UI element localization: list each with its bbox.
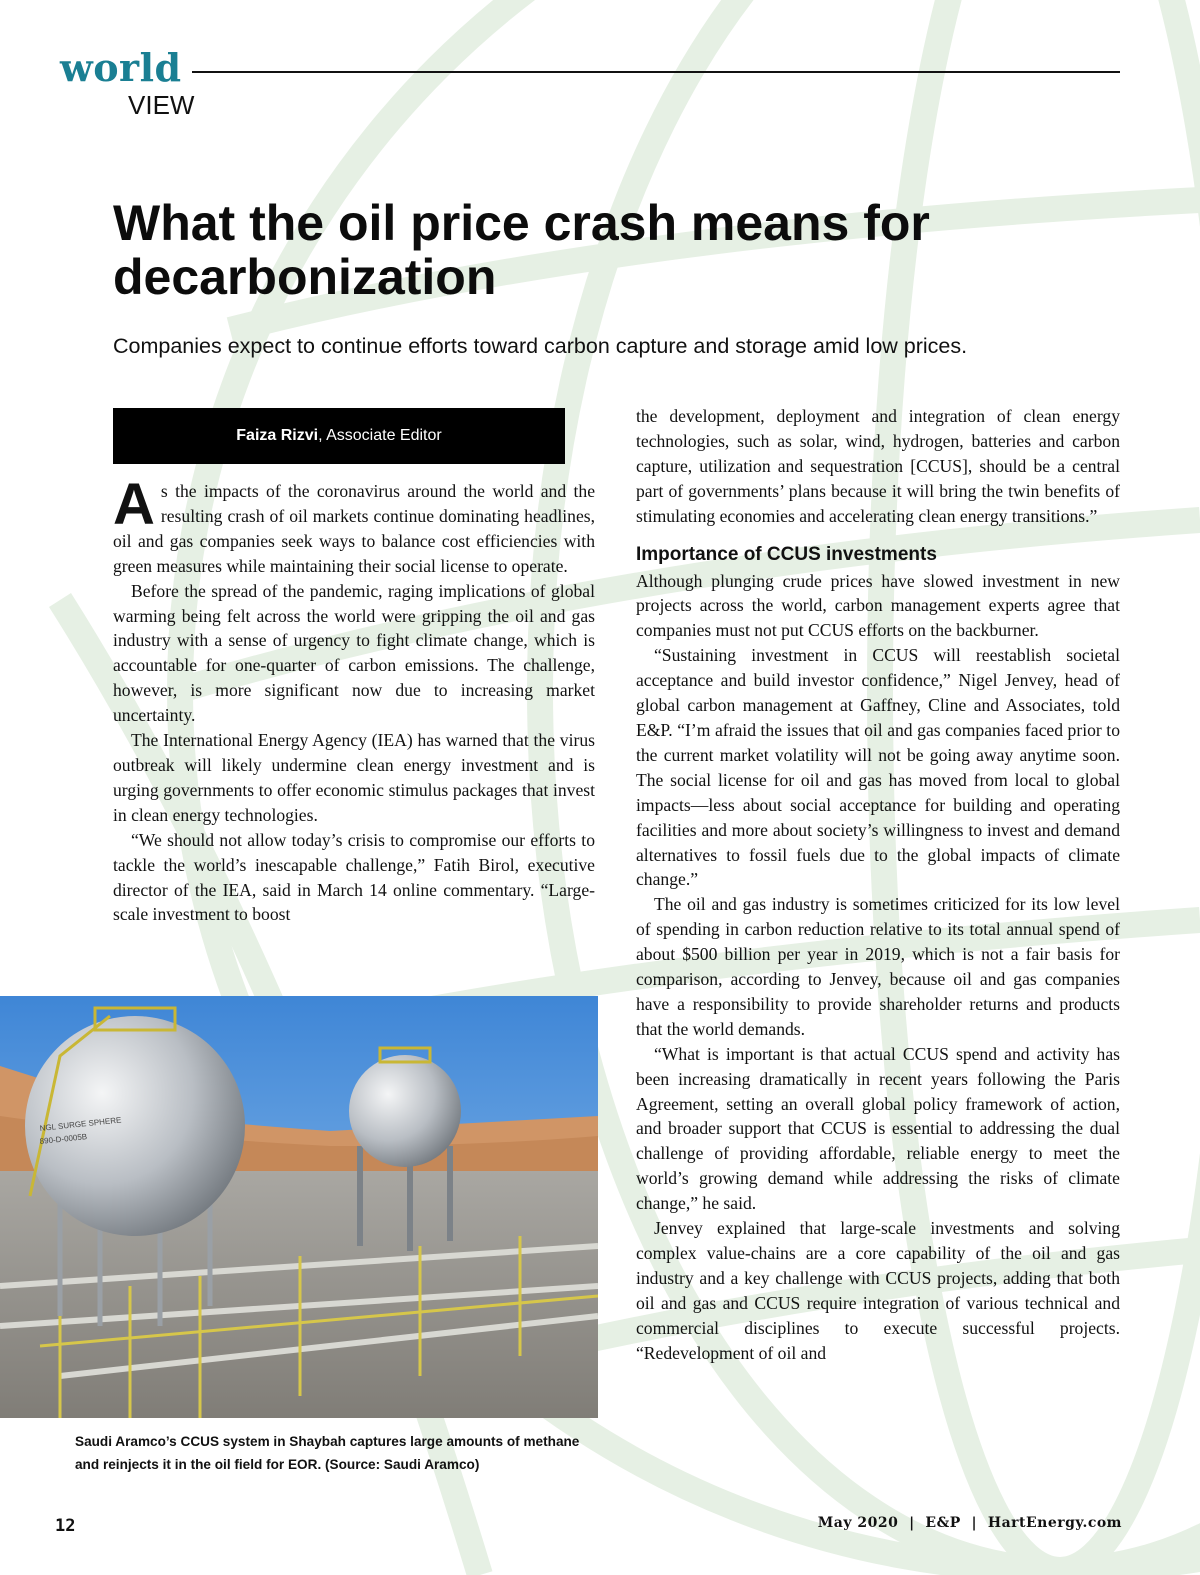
paragraph: The oil and gas industry is sometimes criticized for its low level of spending in carbon reduction relative to its total annual spend of about $500 billion per year in 2019, which is not a fair basis for comparison, according to Jenvey, because oil and gas companies have a responsibility to provide shareholder returns and products that the world demands.	[636, 894, 1120, 1039]
article-column-1	[113, 472, 595, 927]
sphere-label-2: 890-D-0005B	[39, 1132, 88, 1146]
byline-box	[113, 408, 565, 464]
article-photo	[0, 996, 598, 1418]
paragraph: “What is important is that actual CCUS spend and activity has been increasing dramatically in recent years following the Paris Agreement, setting an overall global policy framework of action, and broader support that CCUS is essential to addressing the dual challenge of providing affordable, reliable energy to meet the world’s growing demand while addressing the risks of climate change,” he said.	[636, 1043, 1120, 1214]
byline-name: Faiza Rizvi	[236, 427, 319, 444]
photo-caption: Saudi Aramco’s CCUS system in Shaybah captures large amounts of methane and reinjects it in the oil field for EOR. (Source: Saudi Aramco)	[75, 1434, 580, 1472]
paragraph: As the impacts of the coronavirus around the world and the resulting crash of oil markets continue dominating headlines, oil and gas companies seek ways to balance cost efficiencies with green measures while maintaining their social license to operate.	[113, 472, 595, 576]
page-number: 12	[55, 1516, 76, 1536]
section-rule	[192, 71, 1120, 73]
article-headline: What the oil price crash means for decarbonization	[113, 195, 930, 305]
section-label-view: VIEW	[128, 90, 195, 120]
subheading: Importance of CCUS investments	[636, 543, 937, 565]
byline-role: , Associate Editor	[318, 427, 442, 444]
article-deck: Companies expect to continue efforts toward carbon capture and storage amid low prices.	[113, 334, 968, 358]
paragraph: Jenvey explained that large-scale investments and solving complex value-chains are a core capability of the oil and gas industry and a key challenge with CCUS projects, adding that both oil and gas and CCUS require integration of various technical and commercial disciplines to execute successful projects. “Redevelopment of oil and	[636, 1218, 1120, 1363]
paragraph: Before the spread of the pandemic, raging implications of global warming being felt across the world were gripping the oil and gas industry with a sense of urgency to fight climate change, which is accountable for one-quarter of carbon emissions. The challenge, however, is more significant now due to increasing market uncertainty.	[113, 580, 595, 726]
folio: May 2020 | E&P | HartEnergy.com	[817, 1515, 1122, 1531]
paragraph: “Sustaining investment in CCUS will reestablish societal acceptance and build investor confidence,” Nigel Jenvey, head of global carbon management at Gaffney, Cline and Associates, told E&P. “I’m afraid the issues that oil and gas companies faced prior to the current market volatility will not be going away anytime soon. The social license for oil and gas has moved from local to global impacts—less about social acceptance for building and operating facilities and more about society’s willingness to invest and demand alternatives to fossil fuels due to the global impacts of climate change.”	[636, 645, 1120, 890]
paragraph: the development, deployment and integration of clean energy technologies, such as solar, wind, hydrogen, batteries and carbon capture, utilization and sequestration [CCUS], should be a central part of governments’ plans because it will bring the twin benefits of stimulating economies and accelerating clean energy transitions.”	[636, 406, 1120, 526]
section-label-world: world	[60, 45, 182, 90]
paragraph: The International Energy Agency (IEA) has warned that the virus outbreak will likely undermine clean energy investment and is urging governments to offer economic stimulus packages that invest in clean energy technologies.	[113, 730, 595, 825]
drop-cap: A	[113, 472, 155, 537]
sphere-label-1: NGL SURGE SPHERE	[39, 1115, 122, 1133]
article-column-2	[636, 404, 1120, 1366]
paragraph: “We should not allow today’s crisis to compromise our efforts to tackle the world’s inescapable challenge,” Fatih Birol, executive director of the IEA, said in March 14 online commentary. “Large-scale investment to boost	[113, 829, 595, 925]
paragraph: Although plunging crude prices have slowed investment in new projects across the world, carbon management experts agree that companies must not put CCUS efforts on the backburner.	[636, 570, 1120, 641]
